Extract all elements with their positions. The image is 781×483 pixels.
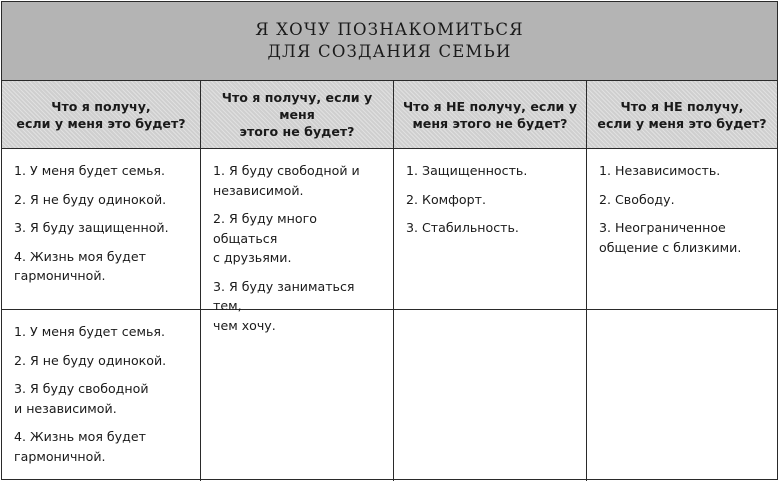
table-cell xyxy=(394,148,587,309)
list-item: 1. Независимость. xyxy=(599,163,721,178)
column-header xyxy=(201,81,394,148)
column-header-text: Что я НЕ получу, если у меня этого не будет? xyxy=(403,98,577,131)
list-item: 2. Я не буду одинокой. xyxy=(14,191,167,207)
worksheet-table xyxy=(1,1,778,480)
list-item: 1. У меня будет семья. xyxy=(14,324,165,339)
list-item: 1. Я буду свободной и независимой. xyxy=(213,163,360,198)
table-cell xyxy=(2,309,201,481)
list-item: 4. Жизнь моя будет гармоничной. xyxy=(14,429,146,464)
table-row xyxy=(2,309,777,481)
column-header xyxy=(2,81,201,148)
list-item: 2. Свободу. xyxy=(599,191,675,207)
list-item: 2. Комфорт. xyxy=(406,191,486,207)
table-cell xyxy=(2,148,201,309)
table-title xyxy=(2,2,777,81)
empty-table-cell xyxy=(394,309,587,481)
list-item: 3. Я буду свободной и независимой. xyxy=(14,381,149,416)
list-item: 2. Я не буду одинокой. xyxy=(14,352,167,368)
table-row xyxy=(2,148,777,333)
table-cell xyxy=(587,148,777,309)
list-item: 2. Я буду много общаться с друзьями. xyxy=(213,211,317,265)
column-header xyxy=(394,81,587,148)
column-header-text: Что я получу, если у меня это будет? xyxy=(16,98,186,131)
list-item: 3. Я буду защищенной. xyxy=(14,220,169,235)
title-line-1: Я ХОЧУ ПОЗНАКОМИТЬСЯ xyxy=(255,20,524,39)
table-cell xyxy=(201,148,394,333)
list-item: 3. Неограниченное общение с близкими. xyxy=(599,220,742,255)
title-line-2: ДЛЯ СОЗДАНИЯ СЕМЬИ xyxy=(267,42,512,61)
column-header-text: Что я НЕ получу, если у меня это будет? xyxy=(597,98,767,131)
column-header-text: Что я получу, если у меня этого не будет? xyxy=(221,90,373,139)
column-header xyxy=(587,81,777,148)
list-item: 3. Я буду заниматься тем, чем хочу. xyxy=(213,278,355,333)
empty-table-cell xyxy=(587,309,777,481)
list-item: 1. Защищенность. xyxy=(406,163,528,178)
header-row xyxy=(2,81,777,149)
list-item: 1. У меня будет семья. xyxy=(14,163,165,178)
list-item: 3. Стабильность. xyxy=(406,220,519,235)
list-item: 4. Жизнь моя будет гармоничной. xyxy=(14,248,146,283)
empty-table-cell xyxy=(201,309,394,481)
